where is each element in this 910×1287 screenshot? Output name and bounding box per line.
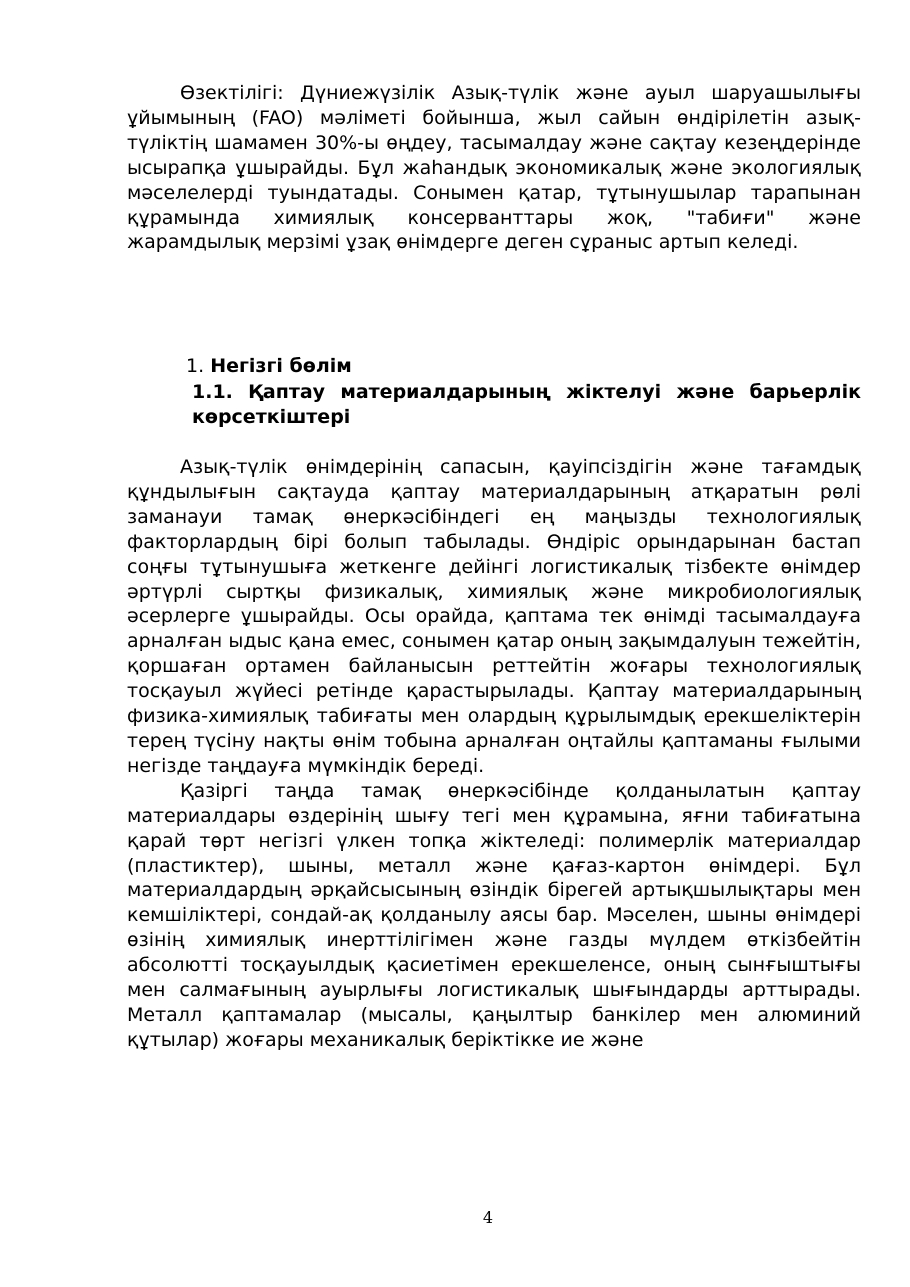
body-paragraph: Қазіргі таңда тамақ өнеркәсібінде қолданылатын қаптау материалдары өздерінің шығу тегі мен құрамына, яғни табиғатына қарай төрт негізгі үлкен топқа жіктеледі: полимерлік материалдар (пластиктер), шыны, металл және қағаз-картон өнімдері. Бұл материалдардың әрқайсысының өзіндік бірегей артықшылықтары мен кемшіліктері, сондай-ақ қолданылу аясы бар. Мәселен, шыны өнімдері өзінің химиялық инерттілігімен және газды мүлдем өткізбейтін абсолютті тосқауылдық қасиетімен ерекшеленсе, оның сынғыштығы мен салмағының ауырлығы логистикалық шығындарды арттырады. Металл қаптамалар (мысалы, қаңылтыр банкілер мен алюминий құтылар) жоғары механикалық беріктікке ие және [127,779,861,1051]
body-section [127,455,861,1053]
section-heading [186,354,352,379]
subsection-heading: 1.1. Қаптау материалдарының жіктелуі және барьерлік көрсеткіштері [192,381,861,428]
intro-paragraph: Өзектілігі: Дүниежүзілік Азық-түлік және ауыл шаруашылығы ұйымының (FAO) мәліметі бойынша, жыл сайын өндірілетін азық-түліктің шамамен 30%-ы өңдеу, тасымалдау және сақтау кезеңдерінде ысырапқа ұшырайды. Бұл жаһандық экономикалық және экологиялық мәселелерді туындатады. Сонымен қатар, тұтынушылар тарапынан құрамында химиялық консерванттары жоқ, "табиғи" және жарамдылық мерзімі ұзақ өнімдерге деген сұраныс артып келеді. [127,82,861,254]
body-paragraph: Азық-түлік өнімдерінің сапасын, қауіпсіздігін және тағамдық құндылығын сақтауда қаптау материалдарының атқаратын рөлі заманауи тамақ өнеркәсібіндегі ең маңызды технологиялық факторлардың бірі болып табылады. Өндіріс орындарынан бастап соңғы тұтынушыға жеткенге дейінгі логистикалық тізбекте өнімдер әртүрлі сыртқы физикалық, химиялық және микробиологиялық әсерлерге ұшырайды. Осы орайда, қаптама тек өнімді тасымалдауға арналған ыдыс қана емес, сонымен қатар оның зақымдалуын тежейтін, қоршаған ортамен байланысын реттейтін жоғары технологиялық тосқауыл жүйесі ретінде қарастырылады. Қаптау материалдарының физика-химиялық табиғаты мен олардың құрылымдық ерекшеліктерін терең түсіну нақты өнім тобына арналған оңтайлы қаптаманы ғылыми негізде таңдауға мүмкіндік береді. [127,456,861,777]
page-number: 4 [482,1208,494,1227]
intro-section [127,81,861,255]
section-title: Негізгі бөлім [210,355,352,377]
section-number: 1. [186,355,205,377]
